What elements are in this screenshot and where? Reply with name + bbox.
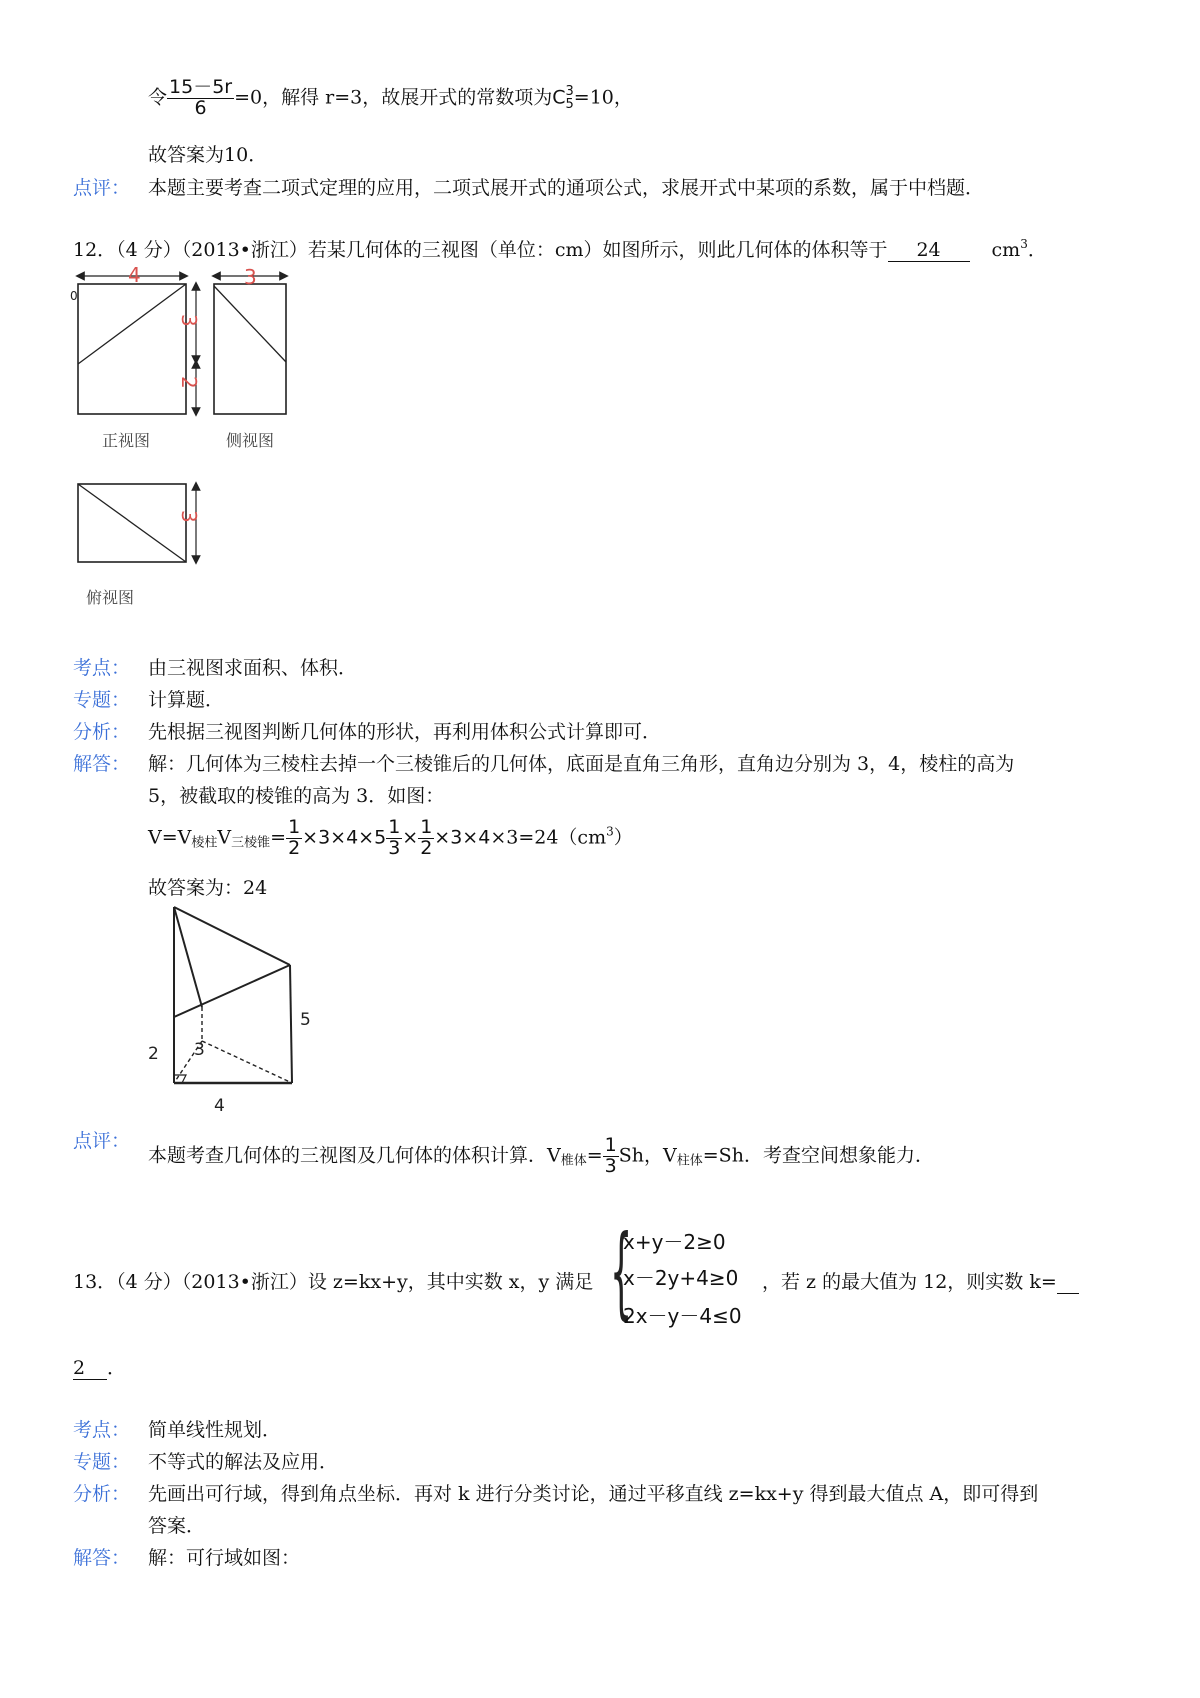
side-view-diagonal <box>214 286 286 362</box>
q13-stem-post-text: ，若 z 的最大值为 12，则实数 k= <box>762 1271 1057 1293</box>
solid-edge <box>174 907 202 1007</box>
formula-sup: 3 <box>606 824 614 839</box>
side-view-label: 侧视图 <box>226 431 275 450</box>
q11-ling: 令 <box>148 86 168 109</box>
height-top-label: 3 <box>177 314 201 327</box>
q11-comb-letter: C <box>552 86 566 109</box>
q11-answer <box>148 140 267 167</box>
q11-answer-value: 10． <box>224 144 268 166</box>
q13-fenxi-line1: 先画出可行域，得到角点坐标．再对 k 进行分类讨论，通过平移直线 z=kx+y 得到最大值点 A，即可得到 <box>148 1483 1039 1505</box>
top-height-label: 3 <box>177 510 201 523</box>
q13-stem-post <box>762 1267 1079 1294</box>
q11-frac-den: 6 <box>194 96 207 119</box>
top-view-diagonal <box>78 484 186 562</box>
dianping-frac-den: 3 <box>604 1154 617 1177</box>
q12-stem-text: 12．（4 分）（2013•浙江）若某几何体的三视图（单位：cm）如图所示，则此几何体的体积等于 <box>73 239 888 261</box>
q13-blank-start <box>1057 1271 1079 1294</box>
frac1-den: 2 <box>288 836 301 859</box>
q12-jieda-label: 解答： <box>73 753 131 775</box>
q13-kaodian: 简单线性规划． <box>148 1419 282 1441</box>
dianping-eq: = <box>586 1144 603 1167</box>
dianping-mid: Sh，V <box>618 1144 677 1167</box>
q11-comment-label: 点评： <box>73 177 131 199</box>
formula-v: V=V <box>148 826 192 849</box>
formula-sub-prism: 棱柱 <box>191 835 218 851</box>
solid-edge <box>174 907 290 965</box>
q12-answer-blank: 24 <box>888 239 970 262</box>
formula-frac1 <box>286 818 302 859</box>
dianping-frac <box>603 1136 619 1177</box>
dianping-sub-prism: 柱体 <box>676 1153 703 1169</box>
q12-jieda-line1: 解：几何体为三棱柱去掉一个三棱锥后的几何体，底面是直角三角形，直角边分别为 3，4，棱柱的高为 <box>148 753 1015 775</box>
frac1-num: 1 <box>288 816 301 838</box>
q13-system-brace: { <box>610 1213 633 1330</box>
q12-unit-sup: 3 <box>1020 237 1028 251</box>
solid-label-2: 2 <box>148 1044 159 1064</box>
q12-zhuanti: 计算题． <box>148 689 225 711</box>
solid-label-4: 4 <box>214 1096 225 1116</box>
q13-kaodian-label: 考点： <box>73 1419 131 1441</box>
front-view-diagonal <box>78 284 186 364</box>
front-width-label: 4 <box>128 263 141 287</box>
q11-frac-num: 15－5r <box>169 76 233 98</box>
q12-dianping-label: 点评： <box>73 1130 131 1152</box>
q13-zhuanti: 不等式的解法及应用． <box>148 1451 339 1473</box>
three-views-figure <box>70 262 370 582</box>
frac2-den: 3 <box>388 836 401 859</box>
q12-jieda-line2: 5，被截取的棱锥的高为 3．如图： <box>148 785 445 807</box>
q13-answer <box>73 1353 126 1380</box>
q11-fraction <box>167 78 234 119</box>
q13-system-line-3: 2x－y－4≤0 <box>623 1304 742 1328</box>
formula-frac2 <box>386 818 402 859</box>
formula-p1: ×3×4×5 <box>302 826 387 849</box>
dianping-pre: 本题考查几何体的三视图及几何体的体积计算．V <box>148 1144 561 1167</box>
solid-hidden-edge <box>202 1041 292 1083</box>
q13-fenxi-label: 分析： <box>73 1483 131 1505</box>
solid-label-3: 3 <box>194 1040 205 1060</box>
q12-dianping <box>148 1136 934 1177</box>
q12-kaodian-label: 考点： <box>73 657 131 679</box>
formula-p4: ×3=24（cm <box>490 826 607 849</box>
q11-comment: 本题主要考查二项式定理的应用，二项式展开式的通项公式，求展开式中某项的系数，属于中档题． <box>148 177 985 199</box>
q11-comb-sub: 5 <box>565 97 574 113</box>
solid-edge <box>290 965 292 1083</box>
q12-answer-line: 故答案为：24 <box>148 877 268 899</box>
front-view-label: 正视图 <box>102 431 151 450</box>
frac3-den: 2 <box>420 836 433 859</box>
q13-stem-pre: 13．（4 分）（2013•浙江）设 z=kx+y，其中实数 x，y 满足 <box>73 1271 594 1293</box>
q12-volume-formula <box>148 818 633 859</box>
q13-answer-blank: 2 <box>73 1357 107 1380</box>
q11-solve-text: =0，解得 r=3，故展开式的常数项为 <box>234 86 553 109</box>
q12-fenxi-label: 分析： <box>73 721 131 743</box>
dianping-end: =Sh．考查空间想象能力． <box>702 1144 934 1167</box>
q12-unit: cm <box>991 239 1021 261</box>
q12-kaodian: 由三视图求面积、体积． <box>148 657 358 679</box>
formula-frac3 <box>418 818 434 859</box>
q12-unit-end: ． <box>1027 239 1047 261</box>
solid-figure <box>140 905 340 1125</box>
q13-system-line-1: x+y－2≥0 <box>623 1230 726 1254</box>
q13-system-line-2: x－2y+4≥0 <box>623 1266 739 1290</box>
q13-zhuanti-label: 专题： <box>73 1451 131 1473</box>
dianping-sub-cone: 椎体 <box>560 1153 587 1169</box>
side-width-label: 3 <box>244 265 257 289</box>
q11-answer-text: 故答案为 <box>148 144 225 166</box>
formula-sub-pyramid: 三棱锥 <box>231 835 271 851</box>
top-view-label: 俯视图 <box>86 588 135 607</box>
q11-comb-stack <box>566 85 574 112</box>
q13-jieda: 解：可行域如图： <box>148 1547 301 1569</box>
q13-answer-end: ． <box>107 1357 127 1379</box>
q12-zhuanti-label: 专题： <box>73 689 131 711</box>
formula-end: ） <box>613 826 633 849</box>
dianping-frac-num: 1 <box>604 1134 617 1156</box>
height-bottom-label: 2 <box>177 376 201 389</box>
q11-eq: = <box>573 86 590 109</box>
front-view-rect <box>78 284 186 414</box>
formula-eq: = <box>270 826 287 849</box>
solid-label-5: 5 <box>300 1010 311 1030</box>
frac2-num: 1 <box>388 816 401 838</box>
q11-result: 10， <box>589 86 633 109</box>
formula-p2: × <box>402 826 419 849</box>
formula-p3: ×3×4 <box>434 826 491 849</box>
side-view-rect <box>214 284 286 414</box>
q11-line1 <box>148 78 633 119</box>
formula-v2: V <box>217 826 232 849</box>
q13-jieda-label: 解答： <box>73 1547 131 1569</box>
corner-mark: 0 <box>70 289 78 303</box>
q11-comb-sup: 3 <box>565 83 574 99</box>
frac3-num: 1 <box>420 816 433 838</box>
q12-fenxi: 先根据三视图判断几何体的形状，再利用体积公式计算即可． <box>148 721 662 743</box>
q13-fenxi-line2: 答案． <box>148 1515 206 1537</box>
q12-stem <box>73 235 1047 262</box>
